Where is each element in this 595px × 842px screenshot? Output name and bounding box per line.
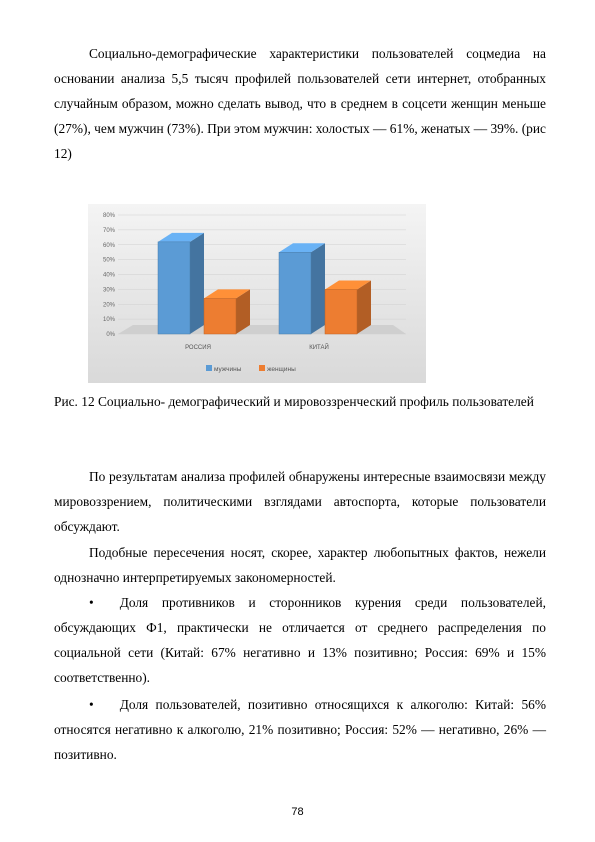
intro-paragraph: Социально-демографические характеристики пользователей соцмедиа на основании анализа 5,5 тысяч профилей пользователей сети интернет, отобранных случайным образом, можно сделать вывод, что в среднем в соцсети женщин меньше (27%), чем мужчин (73%). При этом мужчин: холостых — 61%, женатых — 39%. (рис 12) bbox=[54, 46, 546, 161]
y-tick-label: 50% bbox=[102, 257, 115, 264]
y-tick-label: 20% bbox=[102, 302, 115, 309]
category-label: КИТАЙ bbox=[309, 345, 329, 351]
y-tick-label: 80% bbox=[102, 213, 115, 219]
category-label: РОССИЯ bbox=[185, 345, 211, 351]
page-number: 78 bbox=[291, 806, 304, 818]
legend-label: мужчины bbox=[214, 366, 242, 373]
results-paragraph: По результатам анализа профилей обнаружены интересные взаимосвязи между мировоззрением, политическими взглядами автоспорта, которые пользователи обсуждают. bbox=[54, 469, 546, 534]
bar-1-1 bbox=[325, 280, 371, 334]
legend-swatch bbox=[259, 365, 265, 371]
bar-front bbox=[204, 298, 236, 334]
bullet-alcohol bbox=[54, 692, 546, 767]
bullet-alcohol-text: Доля пользователей, позитивно относящихся к алкоголю: Китай: 56% относятся негативно к алкоголю, 21% позитивно; Россия: 52% — негативно, 26% — позитивно. bbox=[54, 697, 546, 762]
bullet-smoking-text: Доля противников и сторонников курения среди пользователей, обсуждающих Ф1, практически не отличается от среднего распределения по социальной сети (Китай: 67% негативно и 13% позитивно; Россия: 69% и 15% соответственно). bbox=[54, 595, 546, 685]
bar-0-1 bbox=[204, 289, 250, 334]
bullet-marker: • bbox=[89, 595, 94, 610]
y-axis-ticks bbox=[103, 213, 116, 338]
bar-1-0 bbox=[279, 243, 325, 334]
legend-swatch bbox=[206, 365, 212, 371]
bar-0-0 bbox=[158, 233, 204, 334]
bar-front bbox=[158, 242, 190, 334]
bar-front bbox=[325, 289, 357, 334]
bullet-marker: • bbox=[89, 697, 94, 712]
y-tick-label: 0% bbox=[106, 332, 115, 338]
bar-side bbox=[357, 280, 371, 334]
bar-side bbox=[190, 233, 204, 334]
bullet-smoking bbox=[54, 590, 546, 690]
bar-side bbox=[311, 243, 325, 334]
y-tick-label: 40% bbox=[102, 272, 115, 279]
chart-background bbox=[88, 204, 426, 383]
y-tick-label: 10% bbox=[102, 317, 115, 324]
y-tick-label: 70% bbox=[102, 227, 115, 234]
intersections-paragraph: Подобные пересечения носят, скорее, характер любопытных фактов, нежели однозначно интерпретируемых закономерностей. bbox=[54, 545, 546, 585]
figure-caption: Рис. 12 Социально- демографический и мировоззренческий профиль пользователей bbox=[54, 394, 534, 409]
legend-label: женщины bbox=[267, 366, 296, 373]
y-tick-label: 30% bbox=[102, 287, 115, 294]
y-tick-label: 60% bbox=[102, 242, 115, 249]
bar-front bbox=[279, 252, 311, 334]
gender-chart bbox=[88, 204, 426, 383]
